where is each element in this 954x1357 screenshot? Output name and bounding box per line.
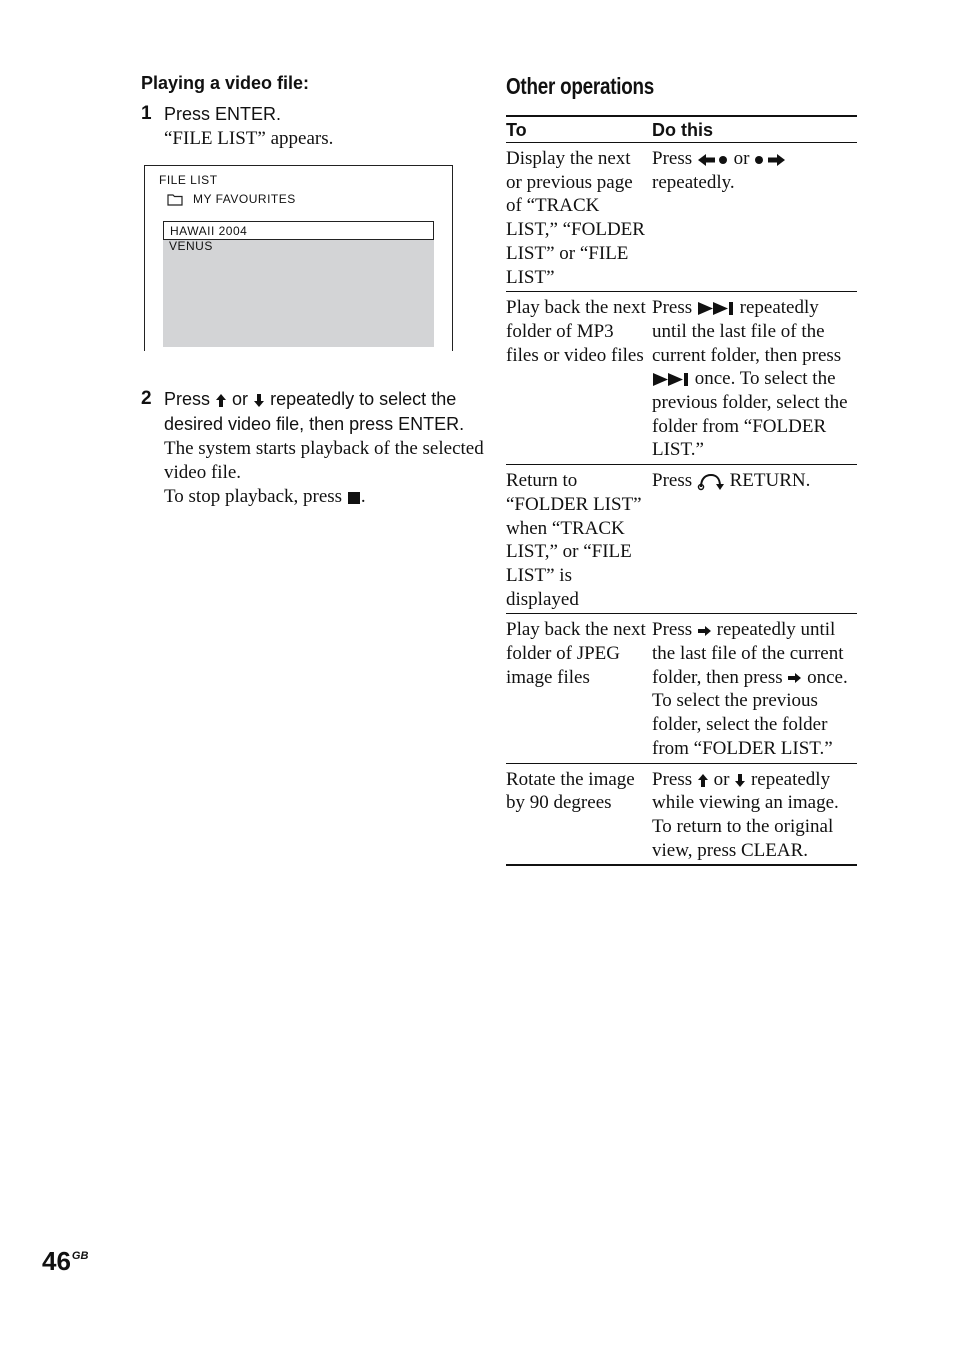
section-title: Other operations (506, 73, 655, 99)
up-arrow-icon (697, 773, 709, 788)
down-arrow-icon (253, 393, 265, 408)
column-header-do: Do this (652, 116, 857, 143)
step-subtext: “FILE LIST” appears. (164, 128, 334, 149)
prev-page-icon (697, 153, 729, 167)
operations-table (506, 115, 857, 866)
step-number: 1 (141, 103, 152, 124)
up-arrow-icon (215, 393, 227, 408)
step-subtext: The system starts playback of the selected video file. (164, 438, 484, 483)
table-row (506, 143, 857, 292)
right-column (506, 70, 857, 866)
right-arrow-icon (787, 672, 802, 684)
step-1 (141, 102, 461, 151)
screen-title: FILE LIST (159, 173, 218, 187)
folder-name: MY FAVOURITES (193, 192, 296, 206)
cell-do: Press RETURN. (652, 465, 857, 614)
next-track-icon (652, 372, 690, 387)
file-name[interactable]: VENUS (169, 239, 213, 253)
cell-to: Play back the next folder of JPEG image files (506, 614, 652, 763)
next-track-icon (697, 301, 735, 316)
step-text: Press or repeatedly to select the desired video file, then press ENTER. (164, 389, 465, 434)
step-text: Press ENTER. (164, 104, 282, 124)
page-number: $46^{GB}$ (42, 1246, 89, 1276)
return-icon (697, 473, 725, 491)
file-list (163, 221, 434, 347)
step-number: 2 (141, 388, 152, 409)
stop-icon (347, 491, 361, 505)
next-page-icon (754, 153, 786, 167)
table-row (506, 465, 857, 614)
cell-do: Press repeatedly until the last file of the current folder, then press once. To select the previous folder, select the folder from “FOLDER LIST.” (652, 292, 857, 465)
step-2 (141, 387, 484, 509)
cell-do: Press or repeatedly. (652, 143, 857, 292)
step-subtext: To stop playback, press . (164, 486, 366, 507)
down-arrow-icon (734, 773, 746, 788)
left-column (141, 70, 461, 151)
folder-row (167, 192, 296, 206)
folder-icon (167, 193, 183, 206)
file-name: HAWAII 2004 (170, 224, 248, 238)
column-header-to: To (506, 116, 652, 143)
section-heading: Playing a video file: (141, 73, 310, 93)
table-row (506, 292, 857, 465)
page-suffix: GB (71, 1250, 89, 1262)
cell-do: Press or repeatedly while viewing an image. To return to the original view, press CLEAR. (652, 763, 857, 865)
table-row (506, 763, 857, 865)
table-row (506, 614, 857, 763)
cell-to: Play back the next folder of MP3 files or video files (506, 292, 652, 465)
file-list-screen (144, 165, 453, 351)
cell-to: Return to “FOLDER LIST” when “TRACK LIST,” or “FILE LIST” is displayed (506, 465, 652, 614)
cell-do: Press repeatedly until the last file of the current folder, then press once. To select the previous folder, select the folder from “FOLDER LIST.” (652, 614, 857, 763)
cell-to: Rotate the image by 90 degrees (506, 763, 652, 865)
selected-file[interactable] (163, 221, 434, 240)
cell-to: Display the next or previous page of “TRACK LIST,” “FOLDER LIST” or “FILE LIST” (506, 143, 652, 292)
right-arrow-icon (697, 625, 712, 637)
